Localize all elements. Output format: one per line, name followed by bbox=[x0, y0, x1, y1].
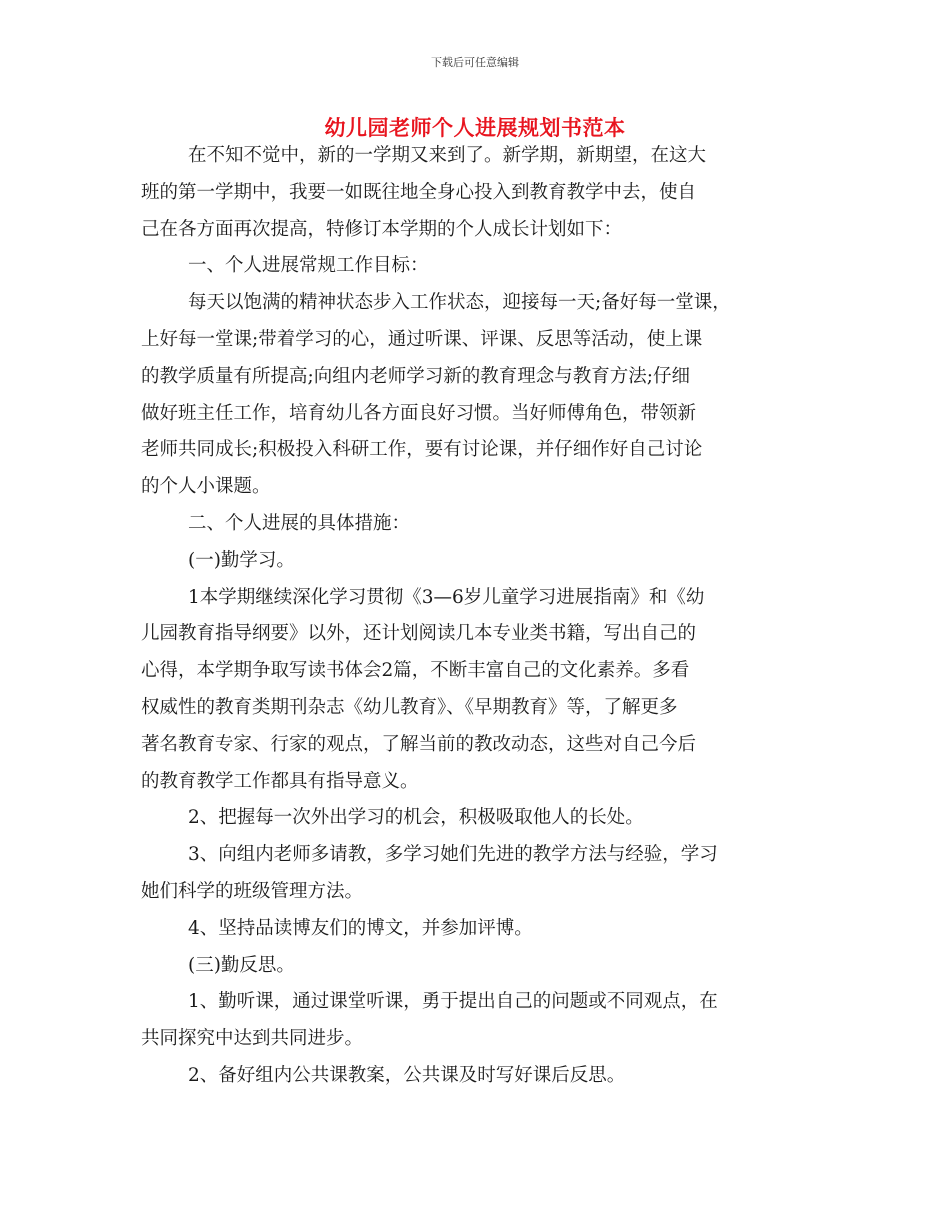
header-note: 下载后可任意编辑 bbox=[431, 56, 519, 69]
text-line: (三)勤反思。 bbox=[188, 954, 295, 976]
text-line: 在不知不觉中，新的一学期又来到了。新学期，新期望，在这大 bbox=[188, 145, 707, 166]
document-body bbox=[141, 138, 811, 1095]
text-line: 共同探究中达到共同进步。 bbox=[141, 1028, 364, 1050]
text-line: 2、把握每一次外出学习的机会，积极吸取他人的长处。 bbox=[188, 807, 644, 829]
text-line: 她们科学的班级管理方法。 bbox=[141, 880, 364, 902]
text-line: 上好每一堂课;带着学习的心，通过听课、评课、反思等活动，使上课 bbox=[141, 328, 703, 350]
text-line: 班的第一学期中，我要一如既往地全身心投入到教育教学中去，使自 bbox=[141, 181, 697, 203]
text-line: 著名教育专家、行家的观点，了解当前的教改动态，这些对自己今后 bbox=[141, 733, 697, 755]
text-line: 的教育教学工作都具有指导意义。 bbox=[141, 770, 419, 792]
text-line: 每天以饱满的精神状态步入工作状态，迎接每一天;备好每一堂课， bbox=[188, 292, 731, 314]
text-line: 儿园教育指导纲要》以外，还计划阅读几本专业类书籍，写出自己的 bbox=[141, 623, 697, 645]
text-line: 老师共同成长;积极投入科研工作，要有讨论课，并仔细作好自己讨论 bbox=[141, 439, 703, 461]
text-line: 3、向组内老师多请教，多学习她们先进的教学方法与经验，学习 bbox=[188, 844, 718, 866]
text-line: 2、备好组内公共课教案，公共课及时写好课后反思。 bbox=[188, 1064, 626, 1086]
text-line: 4、坚持品读博友们的博文，并参加评博。 bbox=[188, 917, 533, 939]
text-line: (一)勤学习。 bbox=[188, 549, 295, 571]
text-line: 1、勤听课，通过课堂听课，勇于提出自己的问题或不同观点，在 bbox=[188, 991, 718, 1013]
text-line: 心得，本学期争取写读书体会2篇，不断丰富自己的文化素养。多看 bbox=[141, 660, 690, 682]
document-title: 幼儿园老师个人进展规划书范本 bbox=[324, 116, 626, 140]
text-line: 二、个人进展的具体措施： bbox=[188, 512, 411, 534]
text-line: 己在各方面再次提高，特修订本学期的个人成长计划如下： bbox=[141, 218, 623, 240]
text-line: 做好班主任工作，培育幼儿各方面良好习惯。当好师傅角色，带领新 bbox=[141, 402, 697, 424]
text-line: 一、个人进展常规工作目标： bbox=[188, 255, 429, 277]
text-line: 的个人小课题。 bbox=[141, 476, 271, 498]
text-line: 的教学质量有所提高;向组内老师学习新的教育理念与教育方法;仔细 bbox=[141, 365, 690, 387]
text-line: 1本学期继续深化学习贯彻《3—6岁儿童学习进展指南》和《幼 bbox=[188, 586, 705, 608]
text-line: 权威性的教育类期刊杂志《幼儿教育》、《早期教育》等，了解更多 bbox=[141, 696, 678, 718]
